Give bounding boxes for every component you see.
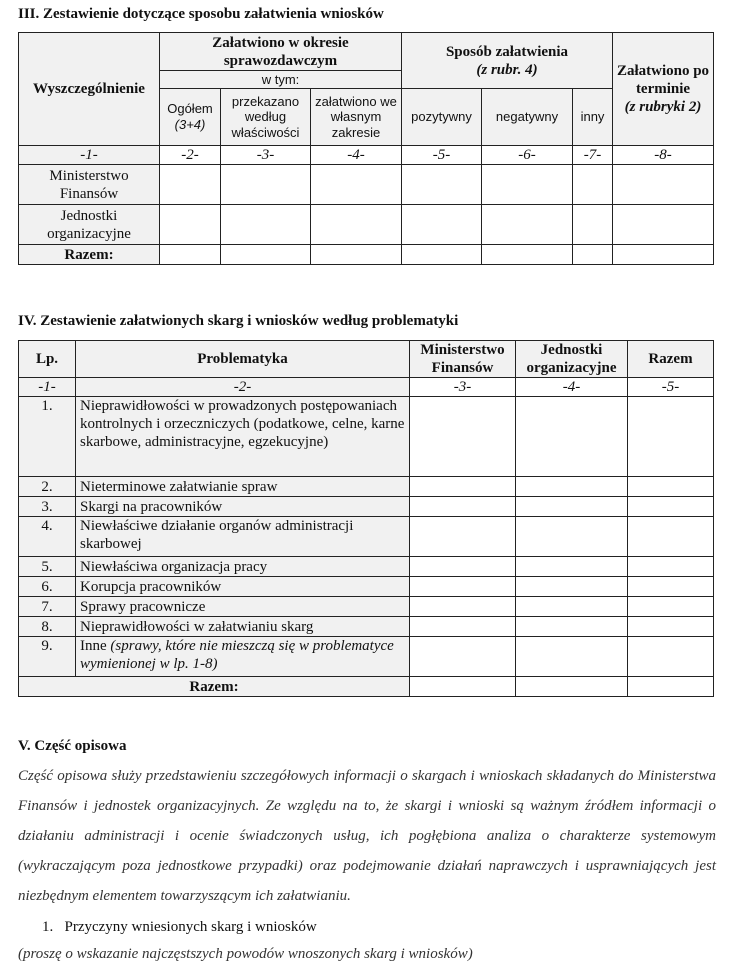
- table-row: [19, 477, 714, 497]
- section5-title: V. Część opisowa: [18, 738, 127, 754]
- input-cell[interactable]: [311, 205, 402, 245]
- table-row: [19, 637, 714, 677]
- row-lp: 9.: [19, 637, 76, 677]
- input-cell[interactable]: [410, 497, 516, 517]
- table-row: [19, 557, 714, 577]
- input-cell[interactable]: [516, 397, 628, 477]
- total-label: Razem:: [19, 677, 410, 697]
- table-row: [19, 577, 714, 597]
- header-pozytywny: pozytywny: [402, 89, 482, 146]
- input-cell[interactable]: [628, 597, 714, 617]
- col-number: -5-: [628, 378, 714, 397]
- col-number: -7-: [573, 146, 613, 165]
- input-cell[interactable]: [410, 517, 516, 557]
- input-cell[interactable]: [628, 637, 714, 677]
- row-lp: 4.: [19, 517, 76, 557]
- input-cell[interactable]: [311, 245, 402, 265]
- list-item-text: Przyczyny wniesionych skarg i wniosków: [64, 919, 317, 935]
- input-cell[interactable]: [221, 245, 311, 265]
- header-sposob-label: Sposób załatwienia: [445, 43, 569, 60]
- row-lp: 2.: [19, 477, 76, 497]
- header-ogolem-label: Ogółem: [167, 101, 213, 117]
- input-cell[interactable]: [516, 517, 628, 557]
- row-problem: Niewłaściwa organizacja pracy: [76, 557, 410, 577]
- input-cell[interactable]: [160, 205, 221, 245]
- row-lp: 3.: [19, 497, 76, 517]
- header-inny: inny: [573, 89, 613, 146]
- row-problem: Korupcja pracowników: [76, 577, 410, 597]
- row-label: Ministerstwo Finansów: [19, 165, 160, 205]
- row-problem: [76, 637, 410, 677]
- header-razem: Razem: [628, 341, 714, 378]
- header-sposob-sub: (z rubr. 4): [476, 61, 538, 78]
- header-jednostki: Jednostki organizacyjne: [516, 341, 628, 378]
- input-cell[interactable]: [410, 397, 516, 477]
- row-problem-note: (sprawy, które nie mieszczą się w problematyce wymienionej w lp. 1-8): [80, 638, 394, 672]
- input-cell[interactable]: [516, 677, 628, 697]
- header-lp: Lp.: [19, 341, 76, 378]
- input-cell[interactable]: [516, 637, 628, 677]
- input-cell[interactable]: [482, 165, 573, 205]
- col-number: -6-: [482, 146, 573, 165]
- row-lp: 8.: [19, 617, 76, 637]
- input-cell[interactable]: [516, 557, 628, 577]
- row-problem: Nieprawidłowości w załatwianiu skarg: [76, 617, 410, 637]
- section4-title: IV. Zestawienie załatwionych skarg i wniosków według problematyki: [18, 313, 459, 329]
- list-item-number: 1.: [42, 919, 54, 935]
- input-cell[interactable]: [516, 597, 628, 617]
- input-cell[interactable]: [160, 245, 221, 265]
- col-number: -3-: [221, 146, 311, 165]
- input-cell[interactable]: [628, 517, 714, 557]
- col-number: -4-: [516, 378, 628, 397]
- row-lp: 5.: [19, 557, 76, 577]
- input-cell[interactable]: [613, 165, 714, 205]
- table-row: [19, 517, 714, 557]
- header-w-tym: w tym:: [160, 71, 402, 89]
- header-ogolem-sub: (3+4): [174, 117, 206, 132]
- row-problem: Skargi na pracowników: [76, 497, 410, 517]
- total-label: Razem:: [19, 245, 160, 265]
- input-cell[interactable]: [311, 165, 402, 205]
- col-number: -8-: [613, 146, 714, 165]
- input-cell[interactable]: [516, 477, 628, 497]
- header-zalatwiono-okres: Załatwiono w okresie sprawozdawczym: [160, 33, 402, 71]
- list-item: [42, 919, 317, 936]
- input-cell[interactable]: [573, 245, 613, 265]
- section3-title: III. Zestawienie dotyczące sposobu załatwienia wniosków: [18, 6, 384, 22]
- input-cell[interactable]: [628, 477, 714, 497]
- table-row: [19, 165, 714, 205]
- total-row: [19, 245, 714, 265]
- header-ogolem: [160, 89, 221, 146]
- col-number: -2-: [76, 378, 410, 397]
- input-cell[interactable]: [482, 245, 573, 265]
- row-lp: 6.: [19, 577, 76, 597]
- input-cell[interactable]: [628, 497, 714, 517]
- input-cell[interactable]: [410, 577, 516, 597]
- row-problem: Nieprawidłowości w prowadzonych postępowaniach kontrolnych i orzeczniczych (podatkowe, celne, karne skarbowe, administracyjne, egzekucyjne): [76, 397, 410, 477]
- header-po-terminie-sub: (z rubryki 2): [624, 99, 702, 115]
- input-cell[interactable]: [573, 205, 613, 245]
- table-row: [19, 205, 714, 245]
- input-cell[interactable]: [613, 205, 714, 245]
- input-cell[interactable]: [410, 597, 516, 617]
- table-row: [19, 617, 714, 637]
- input-cell[interactable]: [628, 397, 714, 477]
- table-row: [19, 397, 714, 477]
- section5-paragraph: Część opisowa służy przedstawieniu szczegółowych informacji o skargach i wnioskach składanych do Ministerstwa Finansów i jednostek organizacyjnych. Ze względu na to, że skargi i wnioski są ważnym źródłem informacji o działaniu administracji i ocenie świadczonych usług, ich pogłębiona analiza o charakterze systemowym (wykraczającym poza jednostkowe przypadki) oraz podejmowanie działań naprawczych i usprawniających jest niezbędnym elementem towarzyszącym ich załatwianiu.: [18, 768, 716, 904]
- input-cell[interactable]: [221, 205, 311, 245]
- section5-note: (proszę o wskazanie najczęstszych powodów wnoszonych skarg i wniosków): [18, 946, 473, 962]
- input-cell[interactable]: [410, 637, 516, 677]
- input-cell[interactable]: [410, 557, 516, 577]
- input-cell[interactable]: [221, 165, 311, 205]
- row-problem: Sprawy pracownicze: [76, 597, 410, 617]
- input-cell[interactable]: [410, 617, 516, 637]
- input-cell[interactable]: [613, 245, 714, 265]
- header-wyszczegolnienie: Wyszczególnienie: [19, 33, 160, 146]
- row-lp: 7.: [19, 597, 76, 617]
- section4-table: [18, 340, 714, 697]
- col-number: -5-: [402, 146, 482, 165]
- col-number: -4-: [311, 146, 402, 165]
- input-cell[interactable]: [402, 165, 482, 205]
- header-negatywny: negatywny: [482, 89, 573, 146]
- total-row: [19, 677, 714, 697]
- row-problem-text: Inne: [80, 638, 107, 654]
- col-number: -2-: [160, 146, 221, 165]
- header-zalatwiono-wlasny: załatwiono we własnym zakresie: [311, 89, 402, 146]
- input-cell[interactable]: [516, 577, 628, 597]
- input-cell[interactable]: [573, 165, 613, 205]
- header-sposob: [402, 33, 613, 89]
- input-cell[interactable]: [628, 617, 714, 637]
- table-row: [19, 497, 714, 517]
- header-po-terminie-label: Załatwiono po terminie: [616, 63, 710, 97]
- input-cell[interactable]: [482, 205, 573, 245]
- row-problem: Niewłaściwe działanie organów administracji skarbowej: [76, 517, 410, 557]
- input-cell[interactable]: [628, 557, 714, 577]
- input-cell[interactable]: [402, 205, 482, 245]
- input-cell[interactable]: [410, 477, 516, 497]
- input-cell[interactable]: [410, 677, 516, 697]
- row-problem: Nieterminowe załatwianie spraw: [76, 477, 410, 497]
- col-number: -1-: [19, 378, 76, 397]
- input-cell[interactable]: [628, 677, 714, 697]
- input-cell[interactable]: [402, 245, 482, 265]
- row-lp: 1.: [19, 397, 76, 477]
- row-label: Jednostki organizacyjne: [19, 205, 160, 245]
- header-ministerstwo: Ministerstwo Finansów: [410, 341, 516, 378]
- header-przekazano: przekazano według właściwości: [221, 89, 311, 146]
- col-number: -3-: [410, 378, 516, 397]
- header-po-terminie: [613, 33, 714, 146]
- input-cell[interactable]: [516, 617, 628, 637]
- section3-table: [18, 32, 714, 265]
- input-cell[interactable]: [160, 165, 221, 205]
- col-number: -1-: [19, 146, 160, 165]
- input-cell[interactable]: [628, 577, 714, 597]
- header-problematyka: Problematyka: [76, 341, 410, 378]
- table-row: [19, 597, 714, 617]
- input-cell[interactable]: [516, 497, 628, 517]
